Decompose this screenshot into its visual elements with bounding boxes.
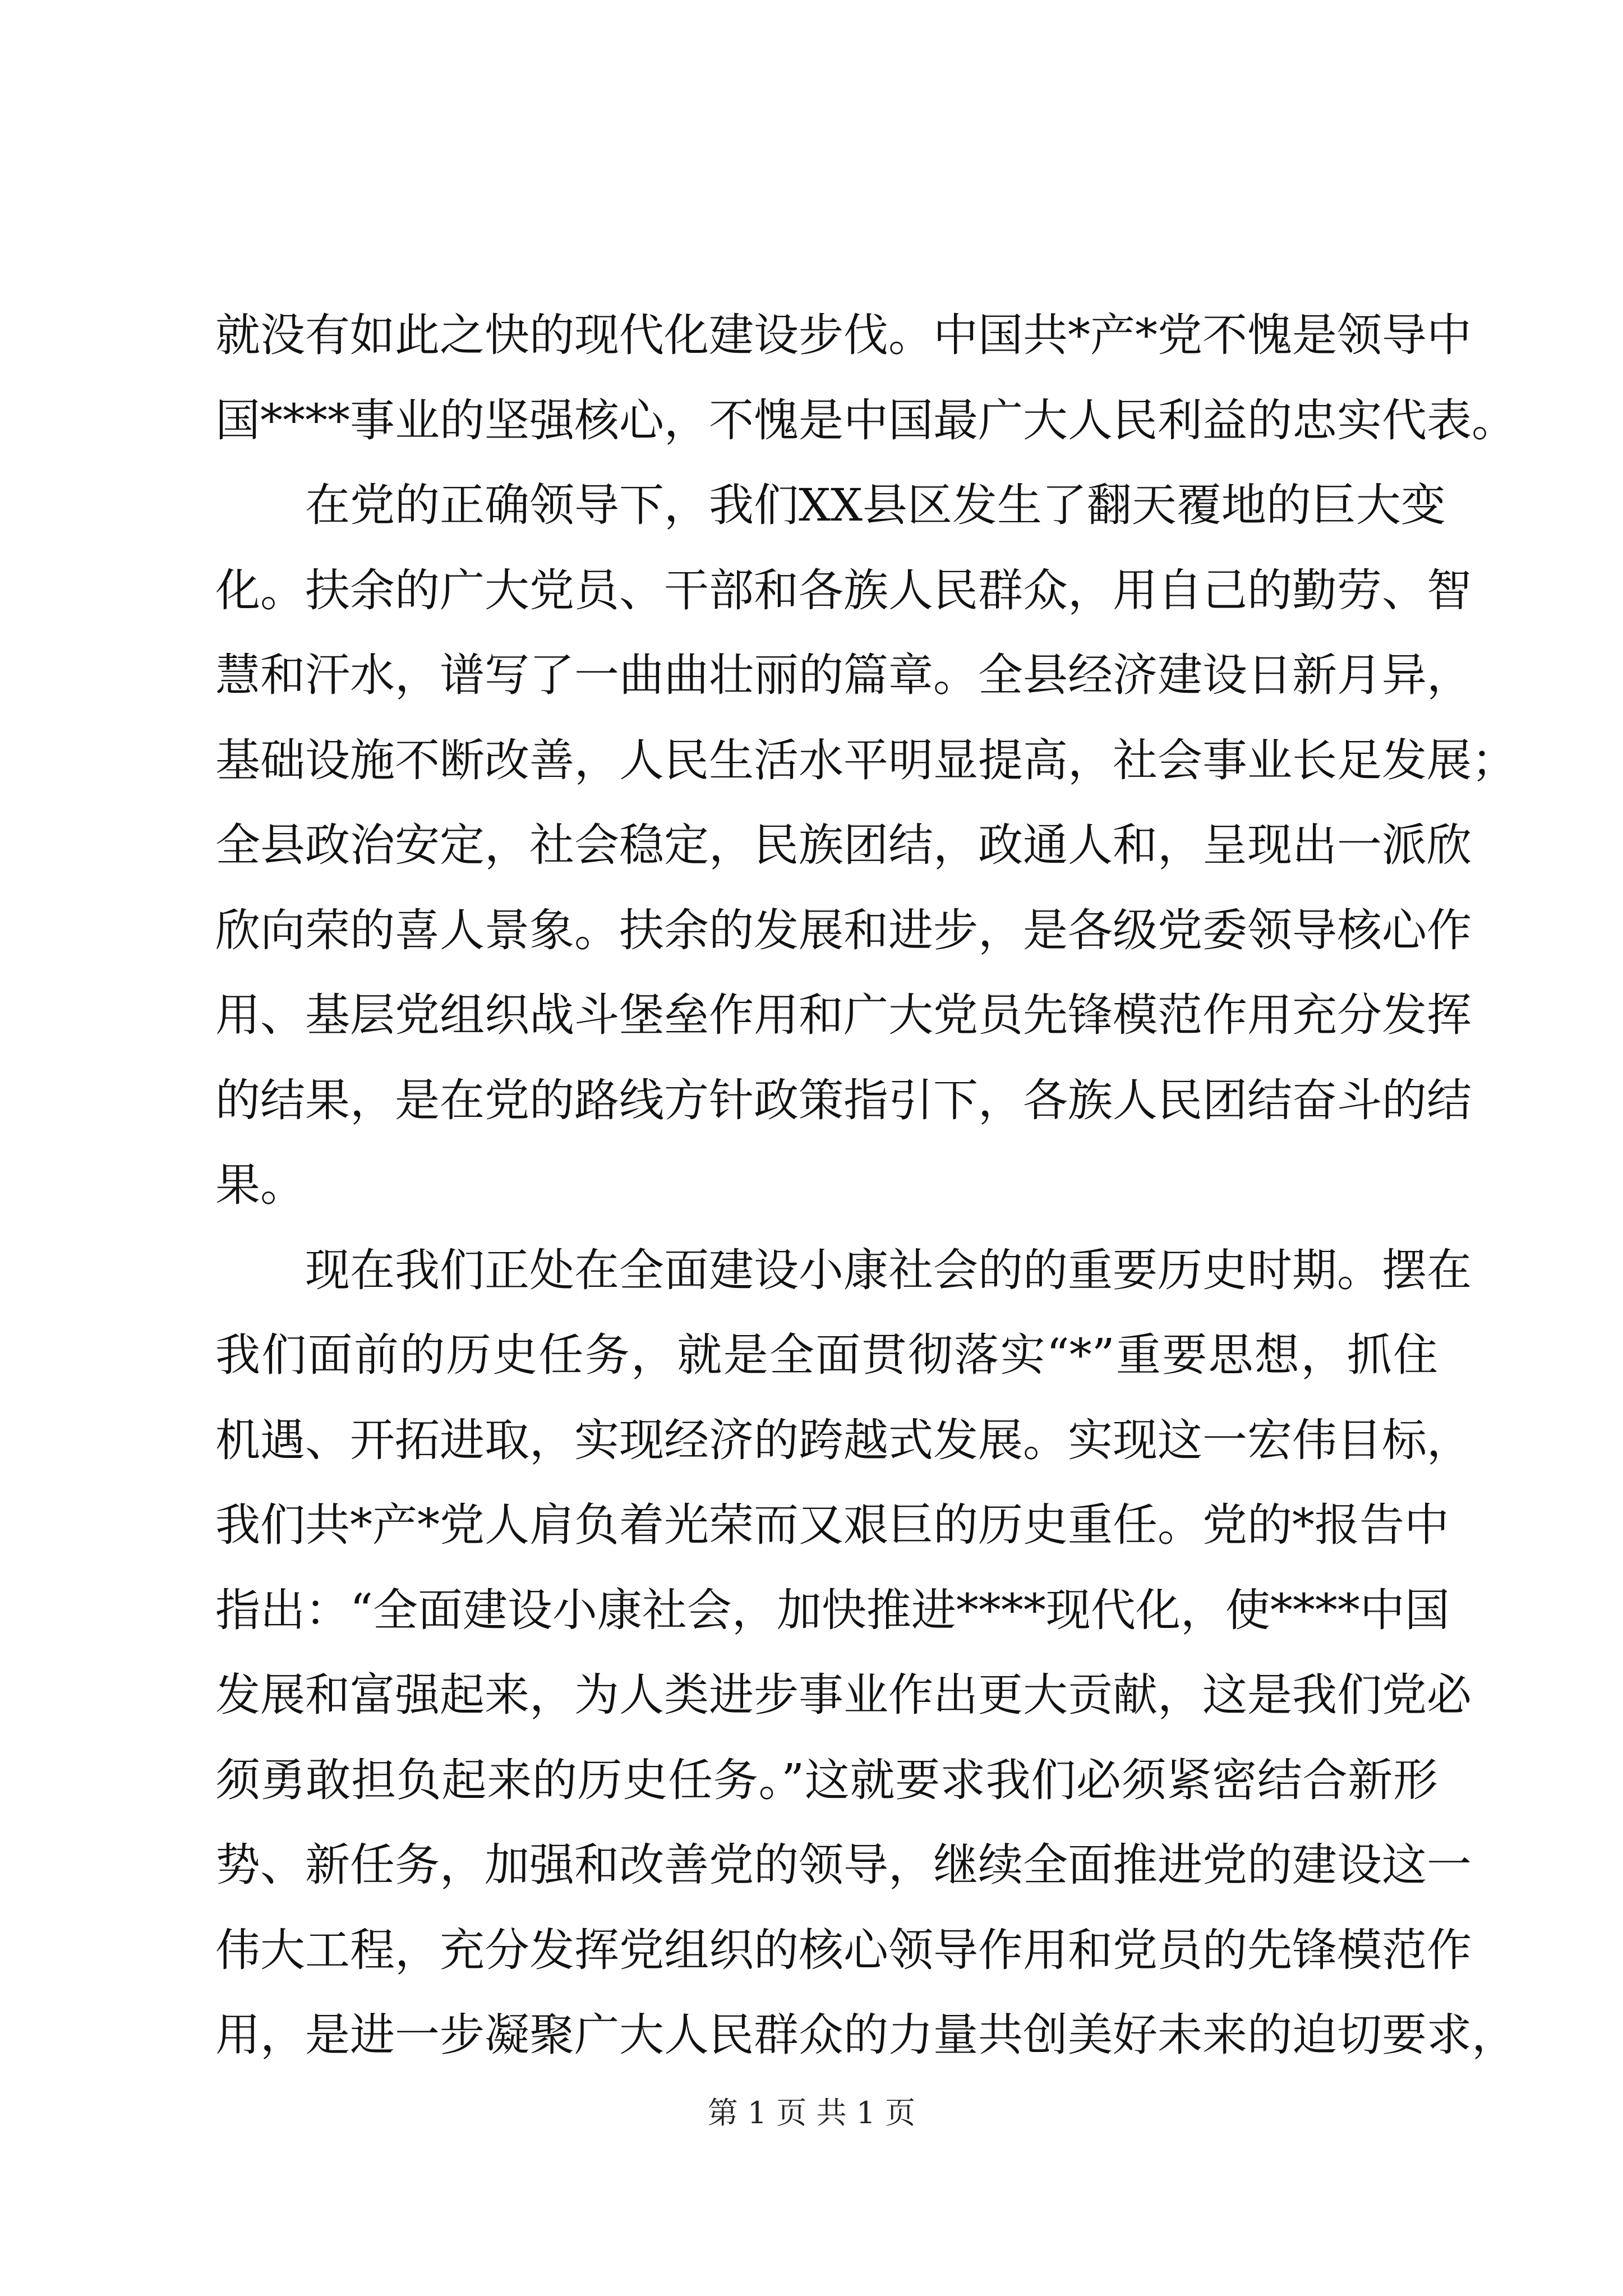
text-line: 我们共*产*党人肩负着光荣而又艰巨的历史重任。党的*报告中 — [215, 1499, 1449, 1551]
text-line: 须勇敢担负起来的历史任务。”这就要求我们必须紧密结合新形 — [215, 1754, 1438, 1806]
paragraph-start-line: 现在我们正处在全面建设小康社会的的重要历史时期。摆在 — [305, 1244, 1472, 1296]
text-line: 慧和汗水，谱写了一曲曲壮丽的篇章。全县经济建设日新月异， — [215, 649, 1472, 701]
text-line: 化。扶余的广大党员、干部和各族人民群众，用自己的勤劳、智 — [215, 564, 1472, 616]
page-number-footer: 第 1 页 共 1 页 — [707, 2095, 916, 2131]
text-line: 势、新任务，加强和改善党的领导，继续全面推进党的建设这一 — [215, 1839, 1472, 1891]
text-line: 用、基层党组织战斗堡垒作用和广大党员先锋模范作用充分发挥 — [215, 989, 1472, 1041]
text-line: 机遇、开拓进取，实现经济的跨越式发展。实现这一宏伟目标， — [215, 1414, 1472, 1466]
paragraph-start-line: 在党的正确领导下，我们XX县区发生了翻天覆地的巨大变 — [305, 479, 1446, 531]
text-line: 国****事业的坚强核心，不愧是中国最广大人民利益的忠实代表。 — [215, 394, 1516, 447]
text-line: 指出：“全面建设小康社会，加快推进****现代化，使****中国 — [215, 1584, 1450, 1636]
text-line: 用，是进一步凝聚广大人民群众的力量共创美好未来的迫切要求， — [215, 2009, 1516, 2061]
text-line: 伟大工程，充分发挥党组织的核心领导作用和党员的先锋模范作 — [215, 1924, 1472, 1976]
text-line: 基础设施不断改善，人民生活水平明显提高，社会事业长足发展； — [215, 734, 1516, 786]
text-line: 的结果，是在党的路线方针政策指引下，各族人民团结奋斗的结 — [215, 1074, 1472, 1126]
text-line: 就没有如此之快的现代化建设步伐。中国共*产*党不愧是领导中 — [215, 309, 1472, 361]
text-line: 我们面前的历史任务，就是全面贯彻落实“*”重要思想，抓住 — [215, 1329, 1438, 1381]
document-body — [215, 293, 1516, 2078]
text-line: 发展和富强起来，为人类进步事业作出更大贡献，这是我们党必 — [215, 1669, 1472, 1721]
text-line: 全县政治安定，社会稳定，民族团结，政通人和，呈现出一派欣 — [215, 819, 1472, 871]
paragraph-end-line: 果。 — [215, 1159, 305, 1211]
text-line: 欣向荣的喜人景象。扶余的发展和进步，是各级党委领导核心作 — [215, 904, 1472, 956]
